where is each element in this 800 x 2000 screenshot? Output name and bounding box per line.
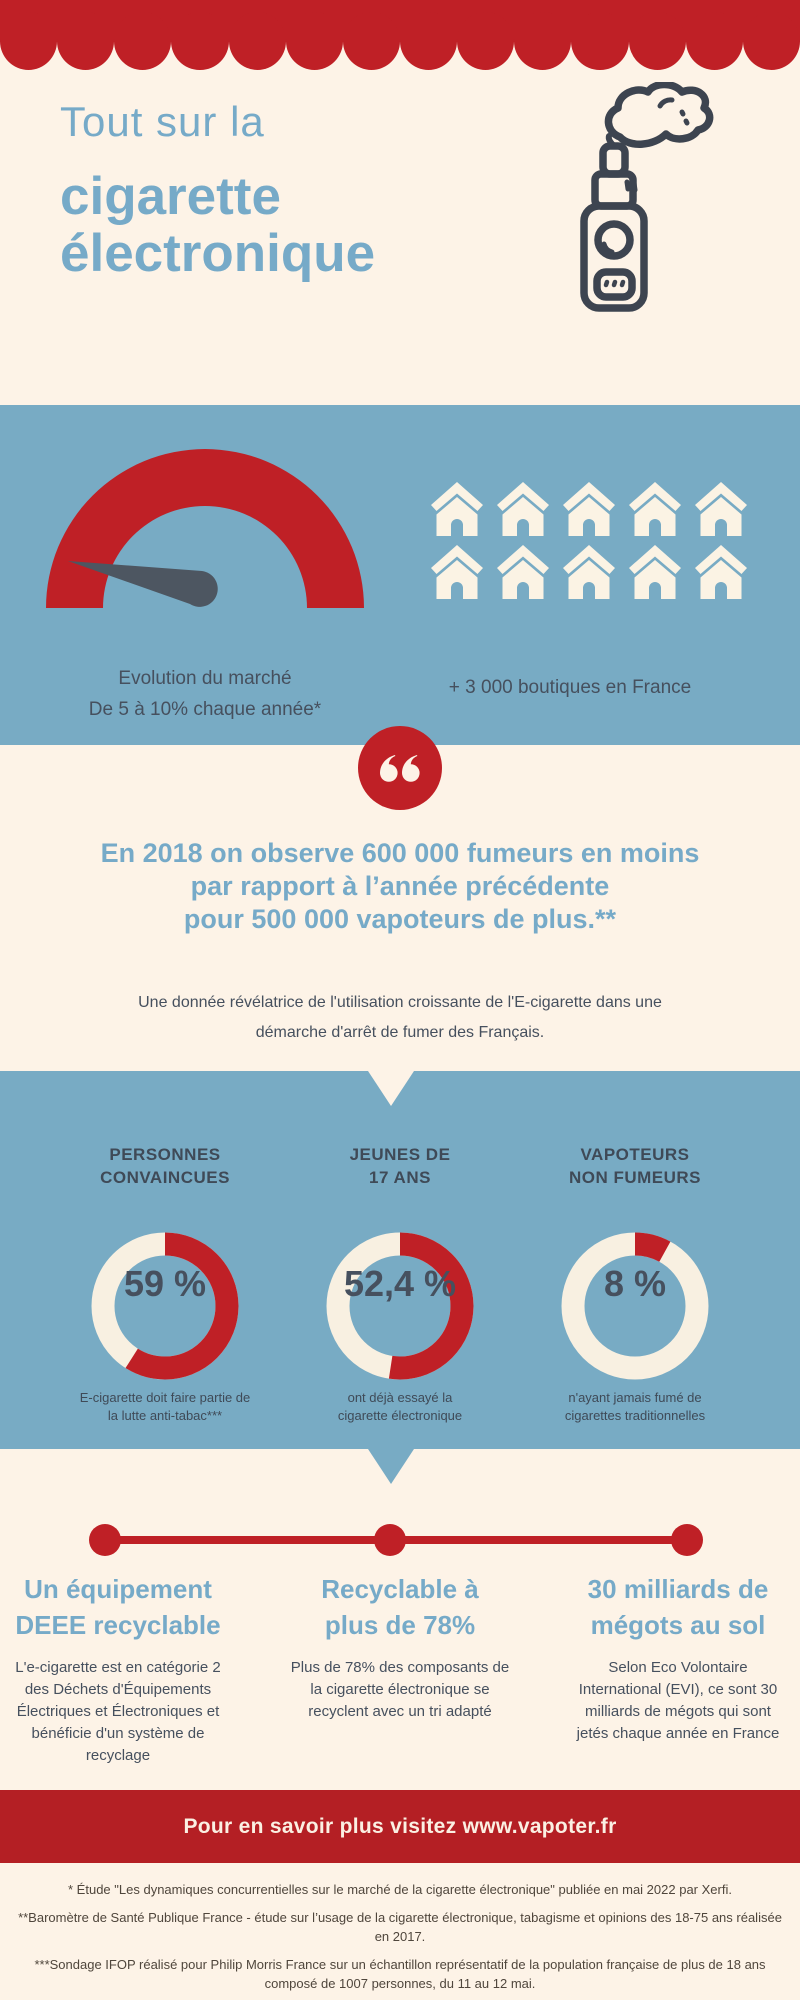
stat-caption bbox=[295, 1389, 505, 1425]
house-icon bbox=[694, 544, 748, 600]
smoke-cloud bbox=[608, 85, 709, 145]
stat-title bbox=[60, 1143, 270, 1189]
gauge-chart bbox=[40, 440, 370, 615]
donut-value-label: 59 % bbox=[123, 1263, 207, 1304]
quote-line-3: pour 500 000 vapoteurs de plus.** bbox=[183, 904, 617, 934]
timeline-column-recyclable bbox=[290, 1571, 510, 1723]
quote-subtext-line-2: démarche d'arrêt de fumer des Français. bbox=[255, 1024, 545, 1041]
stat-caption bbox=[60, 1389, 270, 1425]
house-icon bbox=[694, 481, 748, 537]
stat-title-line-2: NON FUMEURS bbox=[568, 1168, 702, 1187]
notch-down-cream bbox=[368, 1071, 414, 1106]
stat-title-line-2: CONVAINCUES bbox=[100, 1168, 230, 1187]
title-line-3: électronique bbox=[60, 224, 376, 284]
page-title bbox=[60, 98, 375, 282]
house-icon bbox=[496, 481, 550, 537]
timeline-heading bbox=[290, 1571, 510, 1643]
quote-icon bbox=[378, 753, 422, 784]
timeline-heading bbox=[8, 1571, 228, 1643]
title-line-1: Tout sur la bbox=[60, 98, 265, 145]
timeline-heading-line-1: 30 milliards de bbox=[587, 1574, 769, 1604]
stat-caption-line-1: E-cigarette doit faire partie de bbox=[79, 1390, 251, 1405]
house-icon bbox=[496, 544, 550, 600]
header-section bbox=[0, 0, 800, 405]
stat-title bbox=[295, 1143, 505, 1189]
gauge-caption-line-1: Evolution du marché bbox=[118, 668, 292, 689]
timeline-column-megots bbox=[568, 1571, 788, 1745]
quote-line-2: par rapport à l’année précédente bbox=[190, 871, 610, 901]
stat-title-line-2: 17 ANS bbox=[369, 1168, 431, 1187]
stats-row bbox=[0, 1143, 800, 1425]
quote-line-1: En 2018 on observe 600 000 fumeurs en moins bbox=[100, 838, 700, 868]
stat-title-line-1: VAPOTEURS bbox=[580, 1145, 690, 1164]
house-icon bbox=[562, 481, 616, 537]
notch-down-blue bbox=[368, 1449, 414, 1484]
footnotes-section bbox=[0, 1863, 800, 2000]
house-icon bbox=[628, 481, 682, 537]
scalloped-awning bbox=[0, 0, 800, 72]
timeline-heading-line-2: mégots au sol bbox=[590, 1610, 766, 1640]
title-line-2: cigarette bbox=[60, 167, 281, 226]
donut-value-label: 52,4 % bbox=[343, 1263, 457, 1304]
stat-column-convaincues bbox=[60, 1143, 270, 1425]
house-icon bbox=[430, 481, 484, 537]
stat-title-line-1: PERSONNES bbox=[109, 1145, 221, 1164]
stat-title-line-1: JEUNES DE bbox=[349, 1145, 451, 1164]
stat-caption-line-2: cigarettes traditionnelles bbox=[564, 1408, 706, 1423]
stat-title bbox=[530, 1143, 740, 1189]
stat-column-jeunes bbox=[295, 1143, 505, 1425]
timeline-heading-line-1: Un équipement bbox=[24, 1574, 212, 1604]
shops-caption: + 3 000 boutiques en France bbox=[448, 677, 692, 698]
stat-caption bbox=[530, 1389, 740, 1425]
stat-column-vapoteurs bbox=[530, 1143, 740, 1425]
house-icon bbox=[562, 544, 616, 600]
stat-caption-line-1: n'ayant jamais fumé de bbox=[568, 1390, 702, 1405]
timeline-heading-line-2: plus de 78% bbox=[324, 1610, 476, 1640]
recycling-section bbox=[0, 1449, 800, 1790]
shops-pictogram bbox=[430, 481, 748, 600]
house-icon bbox=[628, 544, 682, 600]
timeline-heading-line-1: Recyclable à bbox=[321, 1574, 479, 1604]
house-icon bbox=[430, 544, 484, 600]
donut-chart bbox=[325, 1209, 475, 1359]
donut-chart bbox=[90, 1209, 240, 1359]
quote-badge bbox=[358, 726, 442, 810]
timeline-dot bbox=[671, 1524, 703, 1556]
quote-section bbox=[0, 745, 800, 1071]
timeline-body: L'e-cigarette est en catégorie 2 des Déchets d'Équipements Électriques et Électroniques et bénéficie d'un système de recyclage bbox=[15, 1659, 221, 1764]
market-section bbox=[0, 405, 800, 745]
donut-chart bbox=[560, 1209, 710, 1359]
gauge-caption bbox=[0, 663, 410, 725]
timeline-heading bbox=[568, 1571, 788, 1643]
cta-banner-text[interactable]: Pour en savoir plus visitez www.vapoter.fr bbox=[183, 1814, 617, 1838]
timeline-dot bbox=[89, 1524, 121, 1556]
donut-value-label: 8 % bbox=[603, 1263, 667, 1304]
timeline-body: Selon Eco Volontaire International (EVI), ce sont 30 milliards de mégots qui sont jetés chaque année en France bbox=[576, 1659, 780, 1742]
timeline-dot bbox=[374, 1524, 406, 1556]
footnote-3: ***Sondage IFOP réalisé pour Philip Morris France sur un échantillon représentatif de la population française de plus de 18 ans composé de 1007 personnes, du 11 au 12 mai. bbox=[34, 1957, 766, 1991]
footnote-1: * Étude "Les dynamiques concurrentielles sur le marché de la cigarette électronique" publiée en mai 2022 par Xerfi. bbox=[68, 1882, 732, 1897]
cta-banner bbox=[0, 1790, 800, 1863]
timeline-heading-line-2: DEEE recyclable bbox=[15, 1610, 221, 1640]
footnote-2: **Baromètre de Santé Publique France - étude sur l’usage de la cigarette électronique, tabagisme et opinions des 18-75 ans réalisée en 2017. bbox=[18, 1910, 782, 1944]
stat-caption-line-2: cigarette électronique bbox=[337, 1408, 463, 1423]
timeline-column-deee bbox=[8, 1571, 228, 1767]
stat-caption-line-2: la lutte anti-tabac*** bbox=[107, 1408, 223, 1423]
quote-subtext bbox=[0, 988, 800, 1048]
quote-subtext-line-1: Une donnée révélatrice de l'utilisation croissante de l'E-cigarette dans une bbox=[138, 994, 662, 1011]
timeline-body: Plus de 78% des composants de la cigarette électronique se recyclent avec un tri adapté bbox=[290, 1659, 510, 1720]
awning-scallops bbox=[0, 12, 800, 70]
stat-caption-line-1: ont déjà essayé la bbox=[347, 1390, 453, 1405]
stats-section bbox=[0, 1071, 800, 1449]
vape-device-icon bbox=[548, 82, 748, 317]
gauge-caption-line-2: De 5 à 10% chaque année* bbox=[88, 699, 322, 720]
